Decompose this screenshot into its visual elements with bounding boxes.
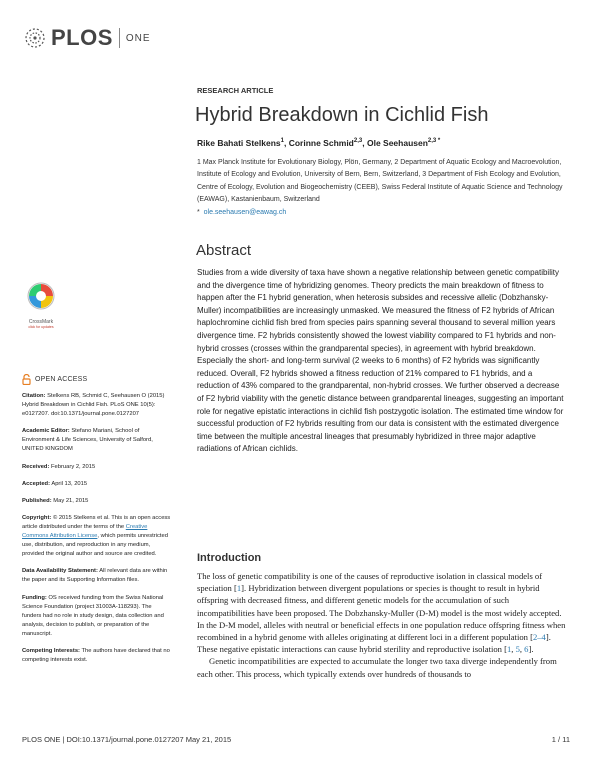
text-run: ]. These negative epistatic interactions can cause hybrid sterility and reproductive isolation [ [197, 632, 551, 655]
competing-interests-text: The authors have declared that no competing interests exist. [22, 647, 170, 664]
received-block [22, 463, 172, 472]
reference-link[interactable]: 1 [506, 644, 512, 655]
author-affil: 1 [280, 138, 284, 145]
copyright-block [22, 514, 172, 559]
paragraph: Genetic incompatibilities are expected to accumulate the longer two taxa diverge independently from each other. This process, which typically extends over hundreds of thousands to [197, 656, 557, 679]
abstract-text: Studies from a wide diversity of taxa have shown a negative relationship between genetic compatibility and the divergence time of hybridizing genomes. Theory predicts the main breakdown of fitness to happen after the F1 hybrid generation, when heterosis subsides and recessive allelic (Dobzhansky-Muller) incompatibilities are increasingly unmasked. We measured the fitness of F2 hybrids of African haplochromine cichlid fish bred from species pairs spanning several thousand to several million years divergence time. F2 hybrids consistently showed the lowest viability compared to F1 hybrids and non-hybrid crosses (crosses within the grandparental species), in agreement with hybrid breakdown. Especially the short- and long-term survival (2 weeks to 6 months) of F2 hybrids was significantly reduced. Overall, F2 hybrids showed a fitness reduction of 21% compared to F1 hybrids, and a reduction of 43% compared to the grandparental, non-hybrid crosses. We further observed a decrease of F2 hybrid viability with the genetic distance between grandparental lineages, suggesting an important role for negative epistatic interactions in cichlid fish postzygotic isolation. The estimated time window for successful production of F2 hybrids resulting from our data is consistent with the estimated divergence time between the multiple ancestral lineages that presumably hybridized in three major adaptive radiations of African cichlids. [197, 268, 564, 454]
paragraph [197, 570, 567, 655]
plos-logo[interactable] [22, 22, 151, 54]
logo-journal: ONE [125, 32, 151, 44]
footer-citation: PLOS ONE | DOI:10.1371/journal.pone.0127207 May 21, 2015 [22, 735, 232, 744]
funding-text: OS received funding from the Swiss National Science Foundation (project 31003A-118293). The funders had no role in study design, data collection and analysis, decision to publish, or preparation of the manuscript. [22, 594, 164, 637]
page-number: 1 / 11 [551, 735, 570, 744]
text-run: The loss of genetic compatibility is one of the causes of reproductive isolation in classical models of speciation [ [197, 571, 543, 594]
reference-link[interactable]: 2–4 [532, 632, 546, 643]
reference-link[interactable]: 6 [524, 644, 529, 655]
citation-label: Citation: [22, 393, 46, 399]
received-date: February 2, 2015 [51, 463, 96, 470]
corresponding-email [197, 209, 286, 216]
citation-block [22, 392, 172, 419]
competing-interests-label: Competing Interests: [22, 647, 80, 654]
author-list: Rike Bahati Stelkens$^1$, Corinne Schmid$^{2,3}$, Ole Seehausen$^{2,3 *}$ [197, 138, 441, 148]
open-access-label: OPEN ACCESS [35, 376, 88, 383]
introduction-body [197, 570, 567, 680]
received-label: Received: [22, 463, 50, 470]
author-name[interactable]: Corinne Schmid [288, 138, 354, 148]
funding-label: Funding: [22, 594, 47, 601]
data-availability-label: Data Availability Statement: [22, 568, 98, 575]
crossmark-sub: click for updates [28, 325, 54, 329]
editor-text: Stefano Mariani, School of Environment & Life Sciences, University of Salford, UNITED KINGDOM [22, 428, 153, 453]
copyright-label: Copyright: [22, 514, 52, 521]
copyright-text-end: , which permits unrestricted use, distribution, and reproduction in any medium, provided the original author and source are credited. [22, 533, 168, 558]
reference-link[interactable]: 1 [236, 583, 242, 594]
author-name[interactable]: Rike Bahati Stelkens [197, 138, 281, 148]
affiliations: 1 Max Planck Institute for Evolutionary Biology, Plön, Germany, 2 Department of Aquatic Ecology and Macroevolution, Institute of Ecology and Evolution, University of Bern, Bern, Switzerland, 3 Department of Fish Ecology and Evolution, Centre of Ecology, Evolution and Biogeochemistry (CEEB), Swiss Federal Institute of Aquatic Science and Technology (EAWAG), Kastanienbaum, Switzerland [197, 159, 563, 203]
crossmark-label: CrossMark [28, 319, 54, 325]
logo-divider [119, 28, 120, 48]
author-name[interactable]: Ole Seehausen [366, 138, 428, 148]
abstract-heading: Abstract [196, 242, 252, 259]
crossmark-badge[interactable] [22, 281, 60, 329]
plos-dots-icon [22, 25, 48, 51]
article-title: Hybrid Breakdown in Cichlid Fish [195, 104, 489, 126]
text-run: ]. [528, 644, 534, 655]
accepted-label: Accepted: [22, 480, 51, 487]
funding-block [22, 594, 172, 639]
data-availability-text: All relevant data are within the paper and its Supporting Information files. [22, 568, 168, 584]
published-date: May 21, 2015 [53, 497, 89, 504]
email-link[interactable]: ole.seehausen@eawag.ch [203, 209, 287, 216]
open-access-badge [22, 374, 87, 385]
accepted-date: April 13, 2015 [51, 480, 88, 487]
editor-label: Academic Editor: [22, 428, 70, 435]
crossmark-icon [22, 281, 60, 313]
article-metadata-sidebar [22, 392, 172, 673]
published-block [22, 497, 172, 506]
text-run: , [519, 644, 525, 655]
accepted-block [22, 480, 172, 489]
competing-interests-block [22, 647, 172, 665]
author-affil: 2,3 [353, 138, 363, 145]
data-availability-block [22, 567, 172, 585]
citation-text: Stelkens RB, Schmid C, Seehausen O (2015) Hybrid Breakdown in Cichlid Fish. PLoS ONE 10(5): e0127207. doi:10.1371/journal.pone.0127207 [22, 393, 165, 418]
text-run: ]. Hybridization between divergent populations or species is thought to result in hybrid offspring with decreased fitness, and different genetic models for the accumulation of such incompatibilities have been proposed. The Dobzhansky-Muller (D-M) model is the most widely accepted. In the D-M model, alleles with neutral or beneficial effects in one population reduce offspring fitness when recombined in a hybrid genome with alleles originating at different loci in a different population [ [197, 583, 566, 643]
copyright-text: © 2015 Stelkens et al. This is an open access article distributed under the terms of the [22, 514, 171, 530]
published-label: Published: [22, 497, 52, 504]
text-run: , [511, 644, 516, 655]
author-affil: 2,3 * [427, 138, 441, 145]
introduction-heading: Introduction [197, 552, 262, 564]
email-star: * [197, 209, 200, 216]
license-link[interactable]: Creative Commons Attribution License [22, 523, 148, 540]
editor-block [22, 427, 172, 454]
article-type: RESEARCH ARTICLE [197, 86, 274, 95]
logo-text: PLOS [51, 25, 113, 50]
reference-link[interactable]: 5 [515, 644, 520, 655]
open-lock-icon [22, 374, 31, 385]
